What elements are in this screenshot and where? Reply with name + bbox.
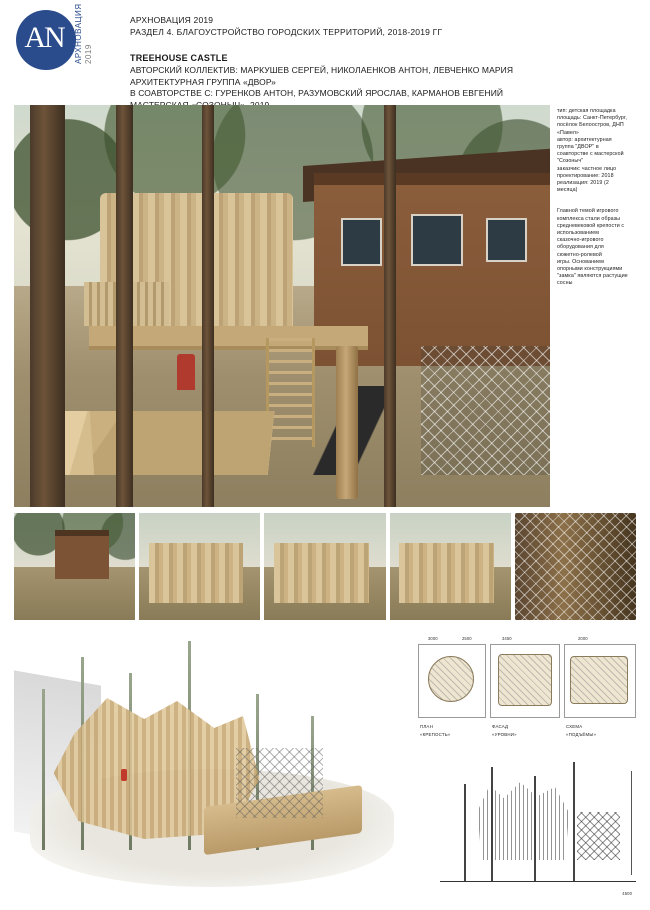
strip-photo-3 [264,513,385,620]
strip-photo-5 [515,513,636,620]
strip-stairs [399,543,494,603]
description-line: комплекса стали образы [557,215,621,222]
strip-photo-1 [14,513,135,620]
logo-vertical-word: АРХНОВАЦИЯ [74,3,83,64]
hero-log-post [336,346,359,499]
dimension-label-1: 3000 [428,636,438,641]
plan-shape-round [428,656,474,702]
description-line: сюжетно-ролевой [557,251,602,258]
event-section: РАЗДЕЛ 4. БЛАГОУСТРОЙСТВО ГОРОДСКИХ ТЕРРИТОРИЙ, 2018-2019 ГГ [130,27,443,37]
fact-line: месяца) [557,187,578,194]
hero-tree-trunk-4 [384,105,396,507]
fact-line: реализация: 2019 (2 [557,180,609,187]
description-line: опорными конструкциями [557,266,623,273]
hero-photo [14,105,550,507]
strip-rope-net [515,513,636,620]
section-tree-1 [464,784,466,882]
fact-line: проектирование: 2018 [557,172,614,179]
logo-monogram: AN [24,21,64,54]
side-text-column [557,108,637,302]
hero-person [177,354,194,390]
strip-house [55,530,108,579]
credits-line-3: В СОАВТОРСТВЕ С: ГУРЕНКОВ АНТОН, РАЗУМОВСКИЙ ЯРОСЛАВ, КАРМАНОВ ЕВГЕНИЙ [130,88,504,98]
fact-line: посёлок Белоостров, ДНП [557,122,624,129]
fact-line: автор: архитектурная [557,136,612,143]
dimension-label-3: 3450 [502,636,512,641]
hero-tree-trunk-3 [202,105,215,507]
hero-tree-trunk-1 [30,105,65,507]
technical-drawings [418,634,636,756]
fact-line: тип: детская площадка [557,108,616,114]
dimension-label-4: 2000 [578,636,588,641]
strip-photo-2 [139,513,260,620]
event-name: АРХНОВАЦИЯ 2019 [130,15,214,25]
dimension-label-2: 2500 [462,636,472,641]
hero-rope-net [421,346,550,475]
page-title: TREEHOUSE CASTLE [130,53,228,63]
strip-photo-4 [390,513,511,620]
drawing-caption-1: ПЛАН [420,724,433,729]
credits-line-1: АВТОРСКИЙ КОЛЛЕКТИВ: МАРКУШЕВ СЕРГЕЙ, НИКОЛАЕНКОВ АНТОН, ЛЕВЧЕНКО МАРИЯ [130,65,514,75]
drawing-caption-2: ФАСАД [492,724,509,729]
description-line: сказочно-игрового [557,237,604,244]
strip-log-palisade [149,543,244,603]
description-line: игры. Основанием [557,258,604,265]
description-line: Главной темой игрового [557,208,619,215]
credits-line-2: АРХИТЕКТУРНАЯ ГРУППА «ДВОР» [130,76,276,87]
description-line: сосны [557,280,573,287]
description-line: использованием [557,230,600,237]
project-description [557,208,637,287]
hero-tree-trunk-2 [116,105,133,507]
hero-window-3 [486,218,528,262]
drawing-caption-3: СХЕМА [566,724,583,729]
scheme-shape [570,656,628,704]
hero-window-1 [341,218,383,266]
fact-line: заказчик: частное лицо [557,165,617,172]
fact-line: группа "ДВОР" в [557,144,599,151]
render-tree-1 [42,689,45,850]
description-line: "замка" являются растущие [557,273,628,280]
render-rope-net [236,748,323,818]
project-facts [557,108,637,194]
drawing-subcaption-2: «УРОВНИ» [492,732,517,737]
fact-line: площадь: Санкт-Петербург, [557,115,627,122]
poster-header [0,0,650,100]
fact-line: «Павел» [557,129,579,136]
section-tree-4 [573,762,575,882]
header-text-block [130,14,630,111]
render-figure [121,769,127,781]
photo-strip [14,513,636,620]
drawing-subcaption-1: «КРЕПОСТЬ» [420,732,451,737]
description-line: оборудования для [557,244,604,251]
hero-window-2 [411,214,463,266]
hero-timber-pile [53,411,274,475]
description-line: средневековой крепости с [557,222,625,229]
logo-vertical-year: 2019 [84,44,93,64]
fact-line: соавторстве с мастерской [557,151,624,158]
section-rope-net [577,812,620,860]
fact-line: "Созоныч" [557,158,584,165]
render-3d-view [14,630,410,898]
section-dimension-line [631,771,632,875]
drawing-subcaption-3: «ПОДЪЁМЫ» [566,732,597,737]
section-structure [471,779,573,860]
section-drawing [440,760,636,900]
elevation-shape [498,654,552,706]
strip-tower [274,543,369,603]
section-dimension-label: 4500 [622,891,632,896]
section-ground-line [440,881,636,882]
archnovation-logo [14,3,94,78]
